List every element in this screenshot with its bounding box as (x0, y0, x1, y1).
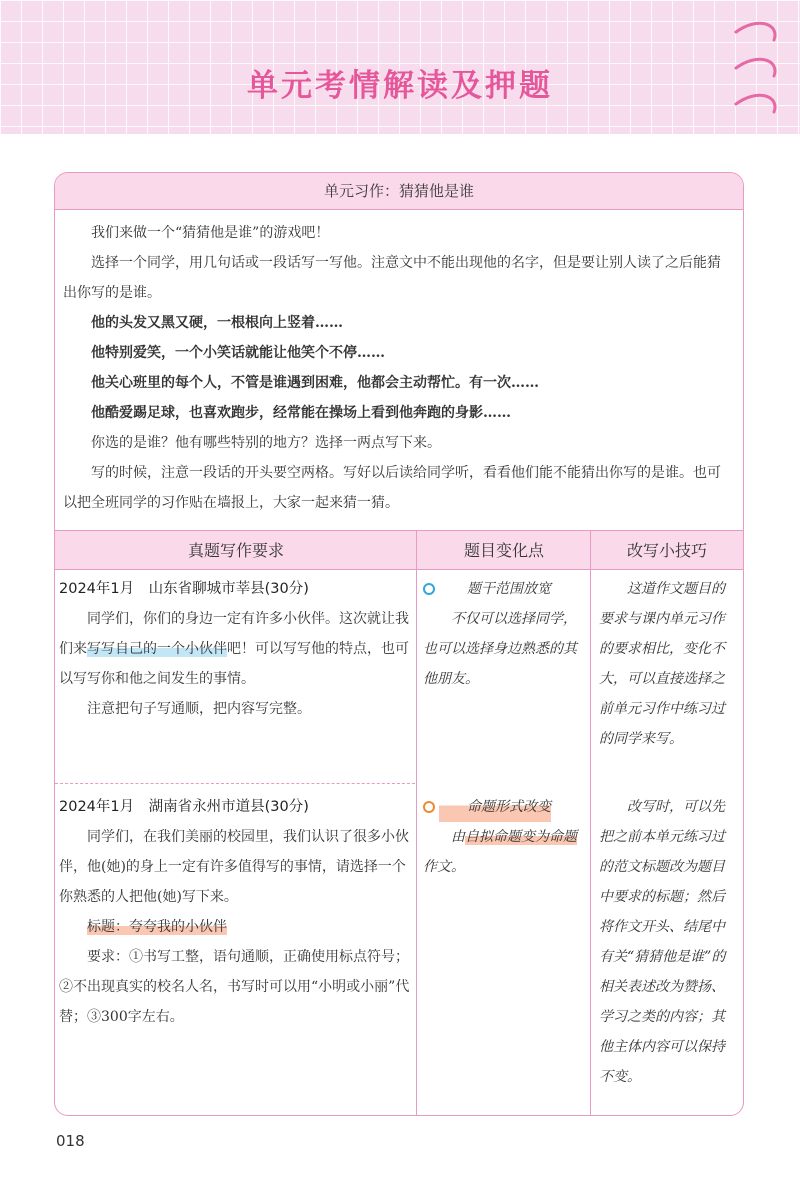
row-divider (55, 783, 415, 785)
task-paragraph: 选择一个同学，用几句话或一段话写一写他。注意文中不能出现他的名字，但是要让别人读了之后能猜出你写的是谁。 (63, 255, 721, 301)
requirement-cell-2 (59, 792, 411, 1032)
tip-cell-1 (599, 574, 737, 754)
task-paragraph: 我们来做一个“猜猜他是谁”的游戏吧！ (91, 225, 330, 241)
binder-rings-icon (728, 18, 788, 128)
bullet-circle-icon (423, 583, 435, 595)
sample-sentence: 他特别爱笑，一个小笑话就能让他笑个不停…… (91, 345, 385, 361)
exam-source: 2024年1月 山东省聊城市莘县(30分) (59, 581, 309, 597)
comparison-table (55, 530, 743, 1115)
requirement-title (59, 912, 411, 942)
column-header-changes: 题目变化点 (417, 530, 591, 570)
exam-source: 2024年1月 湖南省永州市道县(30分) (59, 799, 309, 815)
column-header-requirements: 真题写作要求 (55, 530, 417, 570)
tip-text: 改写时，可以先把之前本单元练习过的范文标题改为题目中要求的标题；然后将作文开头、结尾中有关“猜猜他是谁”的相关表述改为赞扬、学习之类的内容；其他主体内容可以保持不变。 (599, 799, 726, 1085)
sample-sentence: 他的头发又黑又硬，一根根向上竖着…… (91, 315, 343, 331)
highlight-key-phrase: 自拟命题变为命题 (465, 829, 577, 845)
sample-sentence: 他关心班里的每个人，不管是谁遇到困难，他都会主动帮忙。有一次…… (91, 375, 539, 391)
column-header-tips: 改写小技巧 (591, 530, 743, 570)
requirement-note: 要求：①书写工整，语句通顺，正确使用标点符号；②不出现真实的校名人名，书写时可以用“小明或小丽”代替；③300字左右。 (59, 949, 410, 1025)
task-paragraph: 你选的是谁？他有哪些特别的地方？选择一两点写下来。 (91, 435, 441, 451)
unit-task-body (55, 210, 743, 518)
unit-task-heading: 单元习作：猜猜他是谁 (55, 173, 743, 210)
highlight-key-phrase: 写写自己的一个小伙伴 (87, 641, 227, 657)
requirement-text: 同学们，你们的身边一定有许多小伙伴。这次就让我们来写写自己的一个小伙伴吧！可以写写他的特点，也可以写写你和他之间发生的事情。 (59, 611, 409, 687)
page-header (0, 0, 800, 134)
page-title: 单元考情解读及押题 (247, 68, 553, 104)
page-number: 018 (56, 1132, 85, 1150)
sample-sentence: 他酷爱踢足球，也喜欢跑步，经常能在操场上看到他奔跑的身影…… (91, 405, 511, 421)
requirement-text: 同学们，在我们美丽的校园里，我们认识了很多小伙伴，他(她)的身上一定有许多值得写的事情，请选择一个你熟悉的人把他(她)写下来。 (59, 829, 409, 905)
change-cell-1 (423, 574, 587, 694)
tip-text: 这道作文题目的要求与课内单元习作的要求相比，变化不大，可以直接选择之前单元习作中练习过的同学来写。 (599, 581, 725, 747)
column-divider (590, 530, 591, 1115)
change-text: 不仅可以选择同学，也可以选择身边熟悉的其他朋友。 (423, 611, 577, 687)
unit-card (54, 172, 744, 1116)
change-title: 题干范围放宽 (423, 574, 587, 604)
bullet-circle-icon (423, 801, 435, 813)
change-cell-2 (423, 792, 587, 882)
highlight-title: 标题：夸夸我的小伙伴 (87, 919, 227, 935)
column-divider (416, 530, 417, 1115)
change-title: 命题形式改变 (423, 792, 587, 822)
tip-cell-2 (599, 792, 737, 1092)
task-paragraph: 写的时候，注意一段话的开头要空两格。写好以后读给同学听，看看他们能不能猜出你写的是谁。也可以把全班同学的习作贴在墙报上，大家一起来猜一猜。 (63, 465, 721, 511)
change-text: 由自拟命题变为命题作文。 (423, 829, 577, 875)
requirement-note: 注意把句子写通顺，把内容写完整。 (87, 701, 311, 717)
requirement-cell-1 (59, 574, 411, 724)
